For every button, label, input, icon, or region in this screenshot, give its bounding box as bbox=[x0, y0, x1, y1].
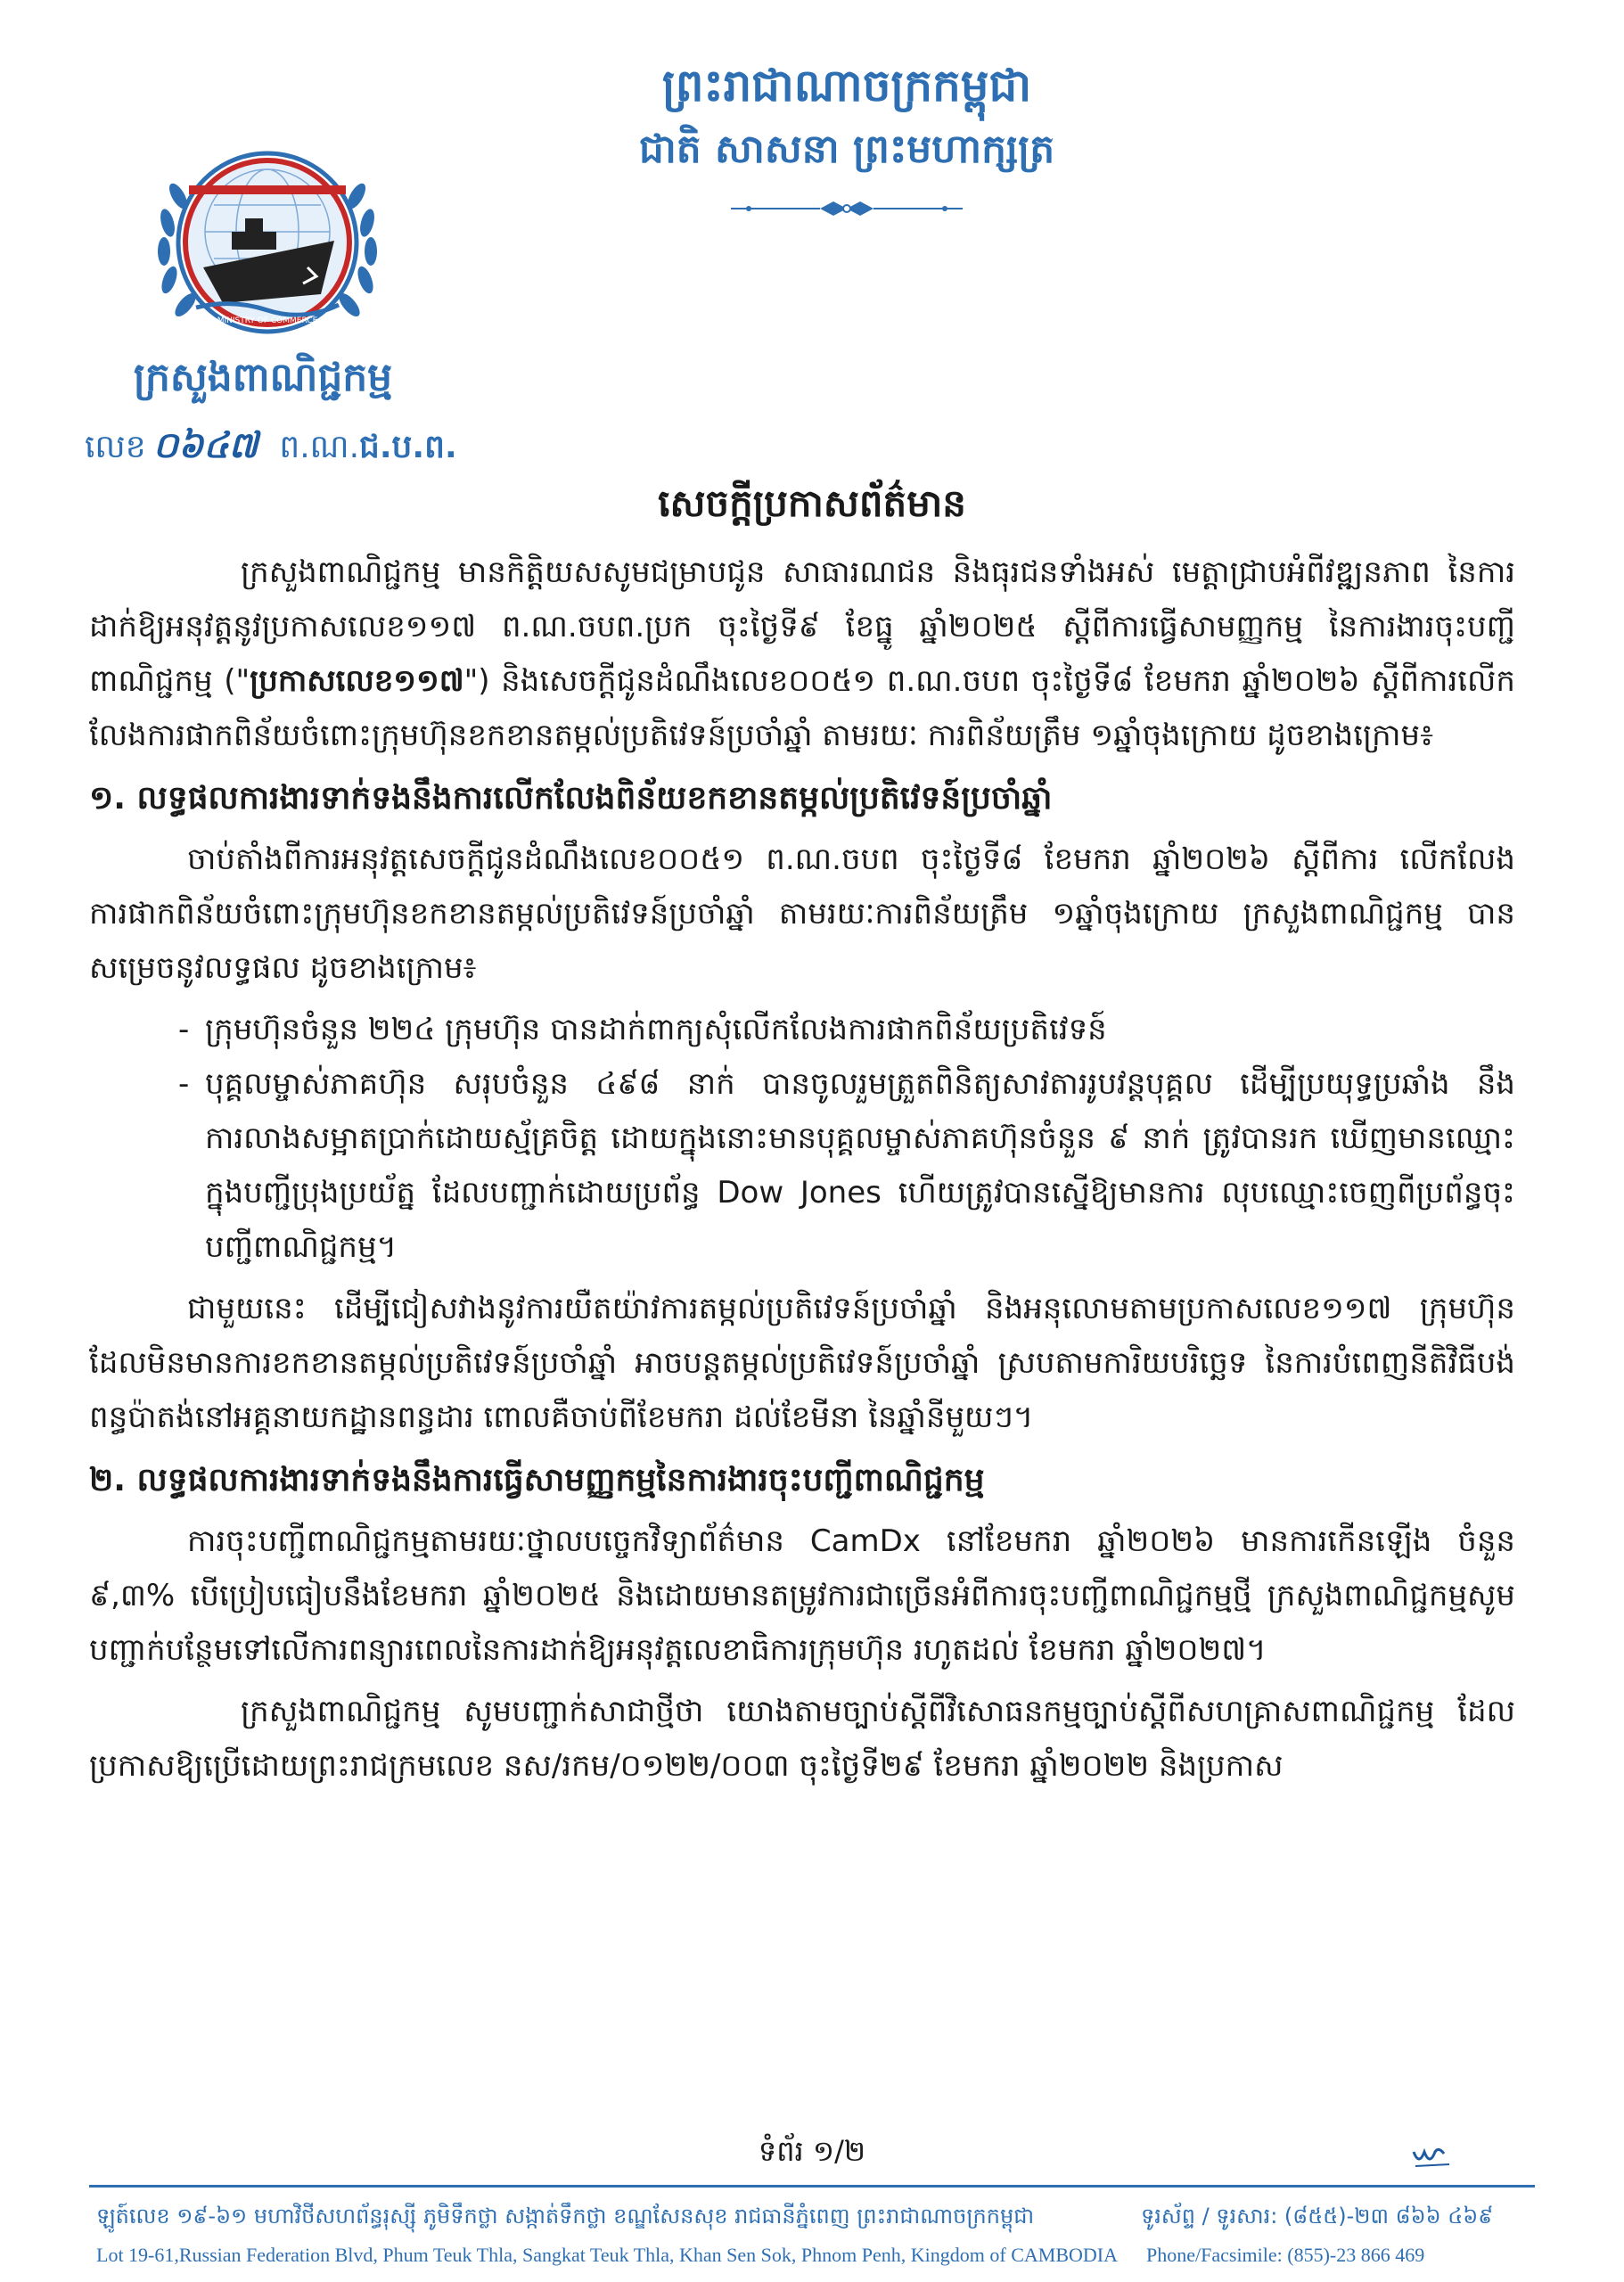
intro-paragraph bbox=[89, 546, 1515, 763]
list-item: - ក្រុមហ៊ុនចំនួន ២២៤ ក្រុមហ៊ុន បានដាក់ពាក្យសុំលើកលែងការផាកពិន័យប្រតិវេទន៍ bbox=[178, 1003, 1515, 1057]
document-body bbox=[89, 546, 1515, 1801]
intro-text-2: ") និងសេចក្តីជូនដំណឹងលេខ០០៥១ ព.ណ.ចបព ចុះថ្ងៃទី៨ ខែមករា ឆ្នាំ២០២៦ ស្តីពីការលើកលែងការផាកពិន័យចំពោះក្រុមហ៊ុនខកខានតម្កល់ប្រតិវេទន៍ប្រចាំឆ្នាំ តាមរយៈ ការពិន័យត្រឹម ១ឆ្នាំចុងក្រោយ ដូចខាងក្រោម៖ bbox=[89, 663, 1515, 753]
ministry-seal-icon bbox=[134, 134, 401, 352]
section-1-heading: ១. លទ្ធផលការងារទាក់ទងនឹងការលើកលែងពិន័យខកខានតម្កល់ប្រតិវេទន៍ប្រចាំឆ្នាំ bbox=[89, 780, 1053, 817]
intro-text-1: ក្រសួងពាណិជ្ជកម្ម មានកិត្តិយសសូមជម្រាបជូន សាធារណជន និងធុរជនទាំងអស់ មេត្តាជ្រាបអំពីវឌ្ឍនភាព នៃការដាក់ឱ្យអនុវត្តនូវប្រកាសលេខ១១៧ ព.ណ.ចបព.ប្រក ចុះថ្ងៃទី៩ ខែធ្នូ ឆ្នាំ២០២៥ ស្តីពីការធ្វើសាមញ្ញកម្ម នៃការងារចុះបញ្ជីពាណិជ្ជកម្ម (" bbox=[89, 554, 1515, 699]
footer-phone-english: Phone/Facsimile: (855)-23 866 469 bbox=[1146, 2244, 1425, 2266]
kingdom-title: ព្រះរាជាណាចក្រកម្ពុជា bbox=[661, 60, 1032, 111]
section-1-paragraph-2: ជាមួយនេះ ដើម្បីជៀសវាងនូវការយឺតយ៉ាវការតម្កល់ប្រតិវេទន៍ប្រចាំឆ្នាំ និងអនុលោមតាមប្រកាសលេខ១១៧ ក្រុមហ៊ុនដែលមិនមានការខកខានតម្កល់ប្រតិវេទន៍ប្រចាំឆ្នាំ អាចបន្តតម្កល់ប្រតិវេទន៍ប្រចាំឆ្នាំ ស្របតាមការិយបរិច្ឆេទ នៃការបំពេញនីតិវិធីបង់ពន្ធប៉ាតង់នៅអគ្គនាយកដ្ឋានពន្ធដារ ពោលគឺចាប់ពីខែមករា ដល់ខែមីនា នៃឆ្នាំនីមួយៗ។ bbox=[89, 1291, 1515, 1435]
footer-phone-khmer: ទូរស័ព្ទ / ទូរសារ: (៨៥៥)-២៣ ៨៦៦ ៤៦៩ bbox=[1141, 2204, 1494, 2229]
page-number: ទំព័រ ១/២ bbox=[758, 2134, 866, 2168]
ornament-divider-icon bbox=[731, 198, 963, 219]
ref-label: លេខ bbox=[85, 429, 146, 465]
section-2-paragraph-2: ក្រសួងពាណិជ្ជកម្ម សូមបញ្ជាក់សាជាថ្មីថា យោងតាមច្បាប់ស្តីពីវិសោធនកម្មច្បាប់ស្តីពីសហគ្រាសពាណិជ្ជកម្ម ដែលប្រកាសឱ្យប្រើដោយព្រះរាជក្រមលេខ នស/រកម/០១២២/០០៣ ចុះថ្ងៃទី២៩ ខែមករា ឆ្នាំ២០២២ និងប្រកាស bbox=[89, 1694, 1515, 1784]
section-2-paragraph: ការចុះបញ្ជីពាណិជ្ជកម្មតាមរយៈថ្នាលបច្ចេកវិទ្យាព័ត៌មាន CamDx នៅខែមករា ឆ្នាំ២០២៦ មានការកើនឡើង ចំនួន ៩,៣% បើប្រៀបធៀបនឹងខែមករា ឆ្នាំ២០២៥ និងដោយមានតម្រូវការជាច្រើនអំពីការចុះបញ្ជីពាណិជ្ជកម្មថ្មី ក្រសួងពាណិជ្ជកម្មសូមបញ្ជាក់បន្ថែមទៅលើការពន្យារពេលនៃការដាក់ឱ្យអនុវត្តលេខាធិការក្រុមហ៊ុន រហូតដល់ ខែមករា ឆ្នាំ២០២៧។ bbox=[89, 1523, 1515, 1668]
ref-number: ០៦៤៧ bbox=[152, 425, 258, 466]
footer-address-khmer: ឡូត៍លេខ ១៩-៦១ មហាវិថីសហព័ន្ធរុស្ស៊ី ភូមិទឹកថ្លា សង្កាត់ទឹកថ្លា ខណ្ឌសែនសុខ រាជធានីភ្នំពេញ ព្រះរាជាណាចក្រកម្ពុជា bbox=[96, 2204, 1035, 2229]
footer-divider bbox=[89, 2185, 1535, 2188]
ref-code-prefix: ព.ណ. bbox=[279, 429, 360, 465]
section-1-paragraph: ចាប់តាំងពីការអនុវត្តសេចក្តីជូនដំណឹងលេខ០០៥១ ព.ណ.ចបព ចុះថ្ងៃទី៨ ខែមករា ឆ្នាំ២០២៦ ស្តីពីការ លើកលែងការផាកពិន័យចំពោះក្រុមហ៊ុនខកខានតម្កល់ប្រតិវេទន៍ប្រចាំឆ្នាំ តាមរយៈការពិន័យត្រឹម ១ឆ្នាំចុងក្រោយ ក្រសួងពាណិជ្ជកម្ម បានសម្រេចនូវលទ្ធផល ដូចខាងក្រោម៖ bbox=[89, 841, 1515, 986]
section-2-heading: ២. លទ្ធផលការងារទាក់ទងនឹងការធ្វើសាមញ្ញកម្មនៃការងារចុះបញ្ជីពាណិជ្ជកម្ម bbox=[89, 1462, 985, 1498]
seal-text: MINISTRY OF COMMERCE bbox=[217, 316, 318, 325]
reference-number bbox=[85, 419, 495, 474]
handwritten-initial-icon bbox=[1410, 2139, 1455, 2171]
ministry-name: ក្រសួងពាណិជ្ជកម្ម bbox=[133, 355, 393, 400]
national-motto: ជាតិ សាសនា ព្រះមហាក្សត្រ bbox=[638, 127, 1055, 172]
document-title: សេចក្តីប្រកាសព័ត៌មាន bbox=[658, 481, 966, 525]
section-1-bullets bbox=[178, 1003, 1515, 1275]
footer-address-english: Lot 19-61,Russian Federation Blvd, Phum Teuk Thla, Sangkat Teuk Thla, Khan Sen Sok, Phnom Penh, Kingdom of CAMBODIA bbox=[96, 2244, 1118, 2266]
ref-code bbox=[279, 429, 456, 465]
list-item: - បុគ្គលម្ចាស់ភាគហ៊ុន សរុបចំនួន ៤៩៨ នាក់ បានចូលរួមត្រួតពិនិត្យសាវតាររូបវន្តបុគ្គល ដើម្បីប្រយុទ្ធប្រឆាំង នឹងការលាងសម្អាតប្រាក់ដោយស្ម័គ្រចិត្ត ដោយក្នុងនោះមានបុគ្គលម្ចាស់ភាគហ៊ុនចំនួន ៩ នាក់ ត្រូវបានរក ឃើញមានឈ្មោះក្នុងបញ្ជីប្រុងប្រយ័ត្ន ដែលបញ្ជាក់ដោយប្រព័ន្ធ Dow Jones ហើយត្រូវបានស្នើឱ្យមានការ លុបឈ្មោះចេញពីប្រព័ន្ធចុះបញ្ជីពាណិជ្ជកម្ម។ bbox=[178, 1057, 1515, 1275]
intro-quoted: ប្រកាសលេខ១១៧ bbox=[250, 663, 464, 699]
ref-code-suffix: ជ.ប.ព. bbox=[359, 429, 457, 465]
kingdom-header bbox=[553, 53, 1141, 180]
